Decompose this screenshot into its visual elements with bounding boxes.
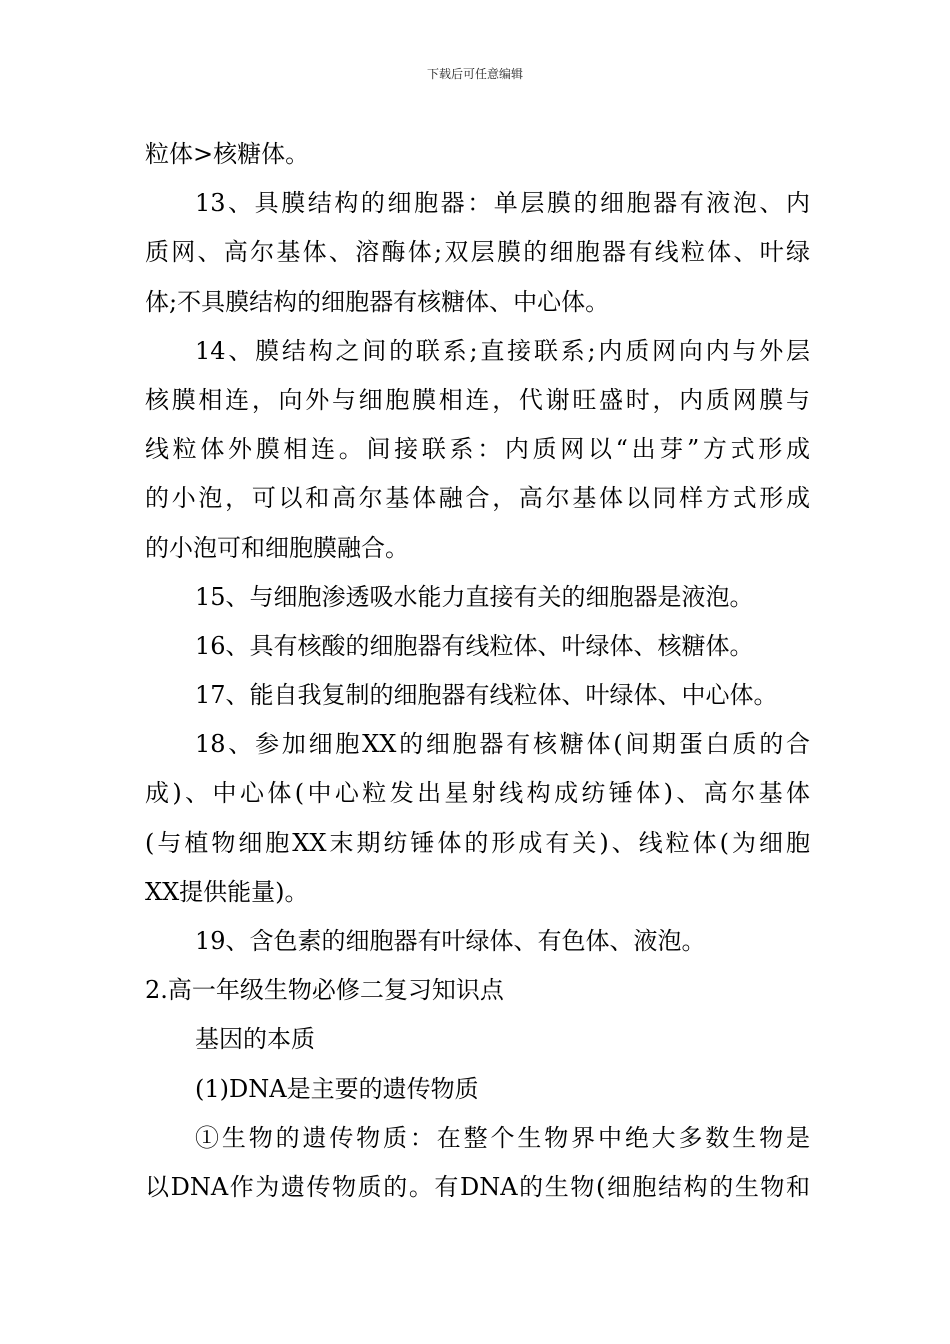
- page-header: 下载后可任意编辑: [426, 67, 523, 81]
- text-line: 18、参加细胞XX的细胞器有核糖体(间期蛋白质的合: [195, 730, 810, 759]
- text-line: 体;不具膜结构的细胞器有核糖体、中心体。: [145, 287, 610, 316]
- text-line: 线粒体外膜相连。间接联系：内质网以“出芽”方式形成: [145, 435, 810, 464]
- text-line: 成)、中心体(中心粒发出星射线构成纺锤体)、高尔基体: [145, 779, 810, 808]
- text-line: 核膜相连，向外与细胞膜相连，代谢旺盛时，内质网膜与: [145, 385, 810, 414]
- text-line: 以DNA作为遗传物质的。有DNA的生物(细胞结构的生物和: [145, 1172, 810, 1201]
- text-line: 质网、高尔基体、溶酶体;双层膜的细胞器有线粒体、叶绿: [145, 238, 810, 267]
- text-line: (1)DNA是主要的遗传物质: [195, 1074, 479, 1103]
- text-line: (与植物细胞XX末期纺锤体的形成有关)、线粒体(为细胞: [145, 828, 810, 857]
- text-line: XX提供能量)。: [145, 877, 309, 906]
- text-line: 的小泡可和细胞膜融合。: [145, 533, 409, 562]
- text-line: 2.高一年级生物必修二复习知识点: [145, 976, 504, 1005]
- text-line: 的小泡，可以和高尔基体融合，高尔基体以同样方式形成: [145, 484, 810, 513]
- document-body: [145, 130, 810, 1212]
- text-line: ①生物的遗传物质：在整个生物界中绝大多数生物是: [195, 1123, 810, 1152]
- text-line: 15、与细胞渗透吸水能力直接有关的细胞器是液泡。: [195, 582, 754, 611]
- text-line: 19、含色素的细胞器有叶绿体、有色体、液泡。: [195, 927, 706, 955]
- text-line: 粒体>核糖体。: [145, 140, 310, 168]
- text-line: 16、具有核酸的细胞器有线粒体、叶绿体、核糖体。: [195, 631, 754, 660]
- text-line: 14、膜结构之间的联系;直接联系;内质网向内与外层: [195, 336, 810, 365]
- text-line: 17、能自我复制的细胞器有线粒体、叶绿体、中心体。: [195, 681, 778, 710]
- text-line: 13、具膜结构的细胞器：单层膜的细胞器有液泡、内: [195, 189, 810, 218]
- text-line: 基因的本质: [195, 1025, 315, 1054]
